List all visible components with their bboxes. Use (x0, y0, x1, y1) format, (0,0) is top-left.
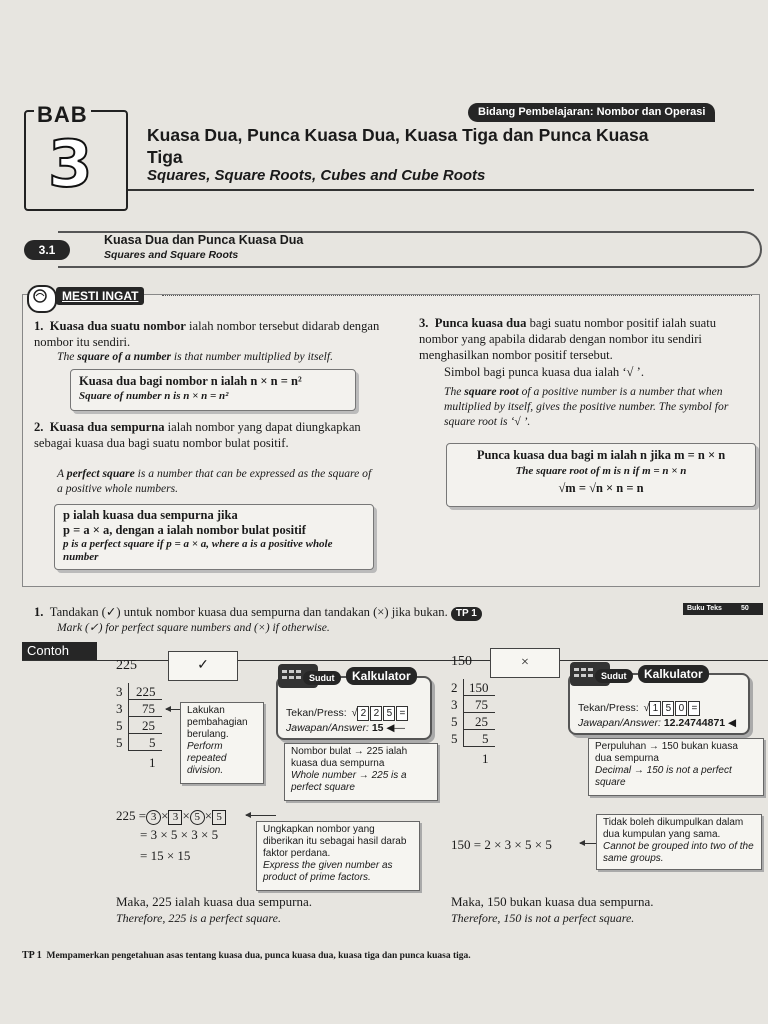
mesti-ingat-label: MESTI INGAT (56, 287, 144, 305)
factor-note: Ungkapkan nombor yang diberikan itu sebagai hasil darab faktor perdana. Express the given number as product of prime factors. (256, 821, 420, 891)
rule-item-2-en: A perfect square is a number that can be expressed as the square of a positive whole numbers. (57, 467, 372, 495)
perfect-square-rule-line2: p = a × a, dengan a ialah nombor bulat positif (63, 523, 306, 537)
square-rule-box (70, 369, 356, 411)
learning-area-tag: Bidang Pembelajaran: Nombor dan Operasi (468, 103, 715, 122)
example-left-division: 3 225 3 75 5 25 5 5 1 (116, 683, 176, 773)
square-root-equation: √m = √n × n = n (558, 481, 644, 495)
footer-tp-description: TP 1 Mempamerkan pengetahuan asas tentang kuasa dua, punca kuasa dua, kuasa tiga dan punca kuasa tiga. (22, 950, 471, 961)
perfect-square-rule-line1: p ialah kuasa dua sempurna jika (63, 508, 238, 522)
arrow-to-group-note (580, 843, 596, 844)
conclusion-left-my: Maka, 225 ialah kuasa dua sempurna. (116, 894, 313, 909)
chapter-number: 3 (48, 128, 93, 202)
division-note: Lakukan pembahagian berulang. Perform repeated division. (180, 702, 264, 784)
exercise-instruction-en: Mark (✓) for perfect square numbers and (×) if otherwise. (57, 621, 330, 634)
calc-press-left: Tekan/Press: √ 2 2 5 = (286, 706, 409, 721)
group-note: Tidak boleh dikumpulkan dalam dua kumpulan yang sama. Cannot be grouped into two of the same groups. (596, 814, 762, 870)
conclusion-right-en: Therefore, 150 is not a perfect square. (451, 911, 635, 925)
section-title-en: Squares and Square Roots (104, 249, 239, 261)
factor-line-right: 150 = 2 × 3 × 5 × 5 (451, 837, 552, 852)
mesti-ingat-dotted-line (162, 295, 752, 296)
perfect-square-rule-box (54, 504, 374, 570)
rule-item-1-en: The square of a number is that number multiplied by itself. (57, 350, 334, 363)
example-right-answer-box: × (490, 648, 560, 678)
calc-sudut-tag: Sudut (595, 669, 633, 683)
rule-item-3: 3. Punca kuasa dua bagi suatu nombor positif ialah suatu nombor yang apabila didarab dengan nombor itu sendiri menghasilkan nombor positif tersebut. (419, 316, 717, 362)
tp-badge: TP 1 (451, 607, 482, 621)
rule-item-2: 2. Kuasa dua sempurna ialah nombor yang dapat diungkapkan sebagai kuasa dua bagi suatu nombor bulat positif. (34, 420, 361, 450)
calc-answer-right: Jawapan/Answer: 12.24744871 ◀ (578, 717, 737, 729)
exercise-instruction: 1. Tandakan (✓) untuk nombor kuasa dua sempurna dan tandakan (×) jika bukan. TP 1 (34, 604, 634, 621)
section-number: 3.1 (24, 240, 70, 260)
example-left-answer-box: ✓ (168, 651, 238, 681)
square-root-rule-my: Punca kuasa dua bagi m ialah n jika m = n × n (476, 448, 726, 462)
square-rule-my: Kuasa dua bagi nombor n ialah n × n = n² (79, 374, 302, 388)
perfect-square-rule-en: p is a perfect square if p = a × a, where a is a positive whole number (63, 538, 333, 563)
rule-item-1: 1. Kuasa dua suatu nombor ialah nombor tersebut didarab dengan nombor itu sendiri. (34, 319, 380, 349)
calc-sudut-tag: Sudut (303, 671, 341, 685)
square-root-rule-box (446, 443, 756, 507)
calc-note-left: Nombor bulat → 225 ialah kuasa dua sempurna Whole number → 225 is a perfect square (284, 743, 438, 801)
calc-note-right: Perpuluhan → 150 bukan kuasa dua sempurna Decimal → 150 is not a perfect square (588, 738, 764, 796)
example-right-number: 150 (451, 654, 472, 669)
factor-step-2: = 3 × 5 × 3 × 5 (140, 827, 219, 842)
buku-teks-tag: Buku Teks 50 (683, 603, 763, 615)
arrow-to-division-note (166, 709, 180, 710)
contoh-label: Contoh (22, 642, 97, 660)
factor-step-3: = 15 × 15 (140, 848, 191, 863)
calc-answer-left: Jawapan/Answer: 15 ◀— (286, 722, 405, 734)
conclusion-left-en: Therefore, 225 is a perfect square. (116, 911, 281, 925)
rule-item-3-symbol: Simbol bagi punca kuasa dua ialah ‘√ ’. (444, 365, 644, 379)
chapter-title-my: Kuasa Dua, Punca Kuasa Dua, Kuasa Tiga dan Punca Kuasa Tiga (147, 125, 649, 167)
brain-head-icon (27, 285, 57, 313)
square-rule-en: Square of number n is n × n = n² (79, 390, 229, 402)
arrow-to-factor-note (246, 815, 276, 816)
rule-item-3-en: The square root of a positive number is a number that when multiplied by itself, gives the positive number. The symbol for square root is ‘√ ’. (444, 385, 729, 428)
calc-kalkulator-tag: Kalkulator (638, 665, 709, 683)
calc-press-right: Tekan/Press: √ 1 5 0 = (578, 701, 701, 716)
chapter-bab-label: BAB (34, 102, 91, 128)
example-right-division: 2 150 3 75 5 25 5 5 1 (451, 679, 511, 769)
square-root-rule-en: The square root of m is n if m = n × n (515, 465, 687, 477)
section-title-my: Kuasa Dua dan Punca Kuasa Dua (104, 233, 304, 247)
chapter-title-en: Squares, Square Roots, Cubes and Cube Roots (147, 167, 486, 184)
example-left-number: 225 (116, 658, 137, 673)
prime-factor-line: 225 = 3 × 3 × 5 × 5 (116, 808, 226, 825)
conclusion-right-my: Maka, 150 bukan kuasa dua sempurna. (451, 894, 654, 909)
calc-kalkulator-tag: Kalkulator (346, 667, 417, 685)
